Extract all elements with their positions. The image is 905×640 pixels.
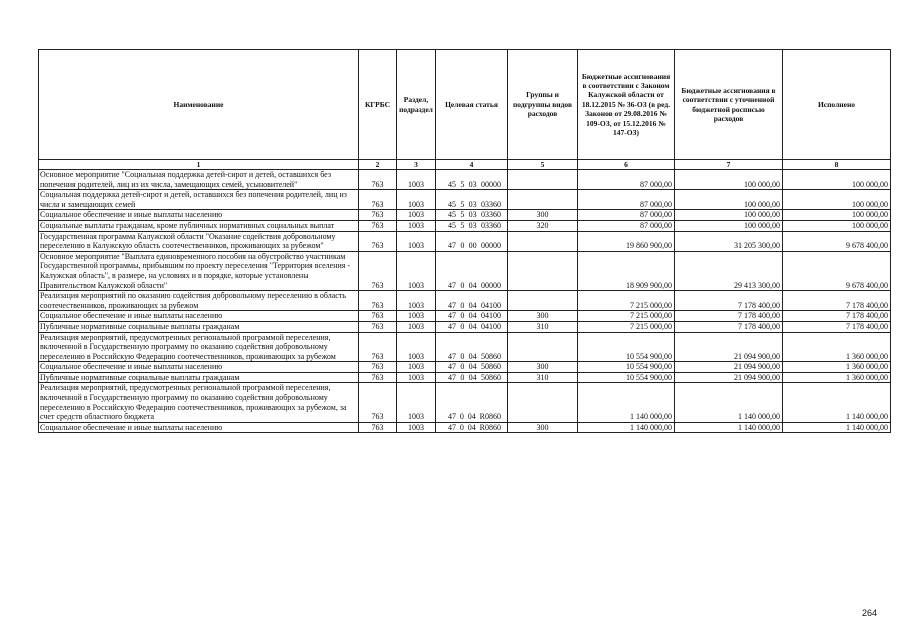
row-name: Социальное обеспечение и иные выплаты населению [39, 311, 359, 322]
row-executed: 9 678 400,00 [783, 251, 891, 290]
row-budget-refined: 7 178 400,00 [675, 311, 783, 322]
row-name: Социальное обеспечение и иные выплаты населению [39, 210, 359, 221]
row-expense-group: 300 [508, 422, 578, 433]
target-article-part: 0 [460, 280, 465, 290]
row-budget-law: 7 215 000,00 [578, 321, 675, 332]
row-name: Реализация мероприятий, предусмотренных региональной программой переселения, включенной в Государственную программу по оказанию содействия добровольному переселению в Российскую Федерацию соотечественников, проживающих за рубежом, за счет средств областного бюджета [39, 383, 359, 422]
row-razdel: 1003 [397, 332, 436, 362]
row-target-article [436, 220, 508, 231]
row-target-article [436, 362, 508, 373]
target-article-part: 47 [448, 412, 456, 422]
budget-table [38, 49, 891, 433]
header-kgrbs: КГРБС [359, 50, 397, 160]
row-executed: 100 000,00 [783, 170, 891, 190]
target-article-part: 0 [459, 422, 464, 432]
row-kgrbs: 763 [359, 332, 397, 362]
row-budget-refined: 7 178 400,00 [675, 291, 783, 311]
row-executed: 1 140 000,00 [783, 383, 891, 422]
row-kgrbs: 763 [359, 190, 397, 210]
row-budget-law: 18 909 900,00 [578, 251, 675, 290]
row-executed: 1 360 000,00 [783, 372, 891, 383]
target-article-part: 04100 [480, 311, 501, 321]
row-razdel: 1003 [397, 190, 436, 210]
target-article-part: 47 [448, 351, 456, 361]
row-executed: 100 000,00 [783, 210, 891, 221]
row-budget-law: 10 554 900,00 [578, 332, 675, 362]
row-budget-law: 87 000,00 [578, 170, 675, 190]
header-name: Наименование [39, 50, 359, 160]
table-row [39, 251, 891, 290]
header-groups: Группы и подгруппы видов расходов [508, 50, 578, 160]
target-article-part: R0860 [479, 422, 501, 432]
row-expense-group [508, 231, 578, 251]
row-budget-law: 10 554 900,00 [578, 372, 675, 383]
row-expense-group: 320 [508, 220, 578, 231]
row-executed: 1 140 000,00 [783, 422, 891, 433]
target-article-part: 03 [468, 199, 477, 209]
target-article-part: 47 [448, 362, 456, 372]
row-kgrbs: 763 [359, 383, 397, 422]
row-target-article [436, 321, 508, 332]
row-target-article [436, 383, 508, 422]
target-article-part: 5 [460, 210, 465, 220]
row-budget-refined: 21 094 900,00 [675, 362, 783, 373]
table-row [39, 170, 891, 190]
row-name: Социальное обеспечение и иные выплаты населению [39, 362, 359, 373]
target-article-part: 00000 [480, 179, 501, 189]
row-name: Основное мероприятие "Социальная поддержка детей-сирот и детей, оставшихся без попечения родителей, лиц из их числа, замещающих семей, усыновителей" [39, 170, 359, 190]
row-razdel: 1003 [397, 291, 436, 311]
row-target-article [436, 210, 508, 221]
row-expense-group [508, 170, 578, 190]
row-expense-group [508, 383, 578, 422]
column-number: 1 [39, 160, 359, 170]
row-razdel: 1003 [397, 210, 436, 221]
row-target-article [436, 291, 508, 311]
row-budget-law: 87 000,00 [578, 210, 675, 221]
row-razdel: 1003 [397, 251, 436, 290]
row-kgrbs: 763 [359, 321, 397, 332]
target-article-part: 0 [460, 241, 465, 251]
row-name: Реализация мероприятий по оказанию содействия добровольному переселению в область соотечественников, проживающих за рубежом [39, 291, 359, 311]
row-target-article [436, 190, 508, 210]
row-target-article [436, 251, 508, 290]
row-name: Основное мероприятие "Выплата единовременного пособия на обустройство участникам Государственной программы, прибывшим по проекту переселения "Территория вселения - Калужская область", в размере, на условиях и в порядке, которые установлены Правительством Калужской области" [39, 251, 359, 290]
row-target-article [436, 311, 508, 322]
row-budget-law: 87 000,00 [578, 190, 675, 210]
row-kgrbs: 763 [359, 311, 397, 322]
row-name: Реализация мероприятий, предусмотренных региональной программой переселения, включенной в Государственную программу по оказанию содействия добровольному переселению в Российскую Федерацию соотечественников, проживающих за рубежом [39, 332, 359, 362]
row-budget-law: 87 000,00 [578, 220, 675, 231]
row-kgrbs: 763 [359, 210, 397, 221]
target-article-part: 45 [448, 199, 456, 209]
row-target-article [436, 231, 508, 251]
row-target-article [436, 372, 508, 383]
row-expense-group [508, 291, 578, 311]
target-article-part: 47 [448, 241, 456, 251]
target-article-part: 04 [468, 280, 477, 290]
target-article-part: 47 [448, 300, 456, 310]
target-article-part: 03 [468, 210, 477, 220]
page-number: 264 [862, 608, 878, 618]
row-budget-refined: 100 000,00 [675, 170, 783, 190]
table-row [39, 422, 891, 433]
target-article-part: 04 [468, 372, 477, 382]
row-budget-refined: 21 094 900,00 [675, 372, 783, 383]
target-article-part: 47 [448, 372, 456, 382]
row-executed: 100 000,00 [783, 220, 891, 231]
table-row [39, 362, 891, 373]
target-article-part: 50860 [480, 351, 501, 361]
column-number: 2 [359, 160, 397, 170]
target-article-part: 5 [460, 199, 465, 209]
row-expense-group: 300 [508, 210, 578, 221]
target-article-part: 04 [467, 422, 476, 432]
column-number-row [39, 160, 891, 170]
column-number: 5 [508, 160, 578, 170]
row-budget-refined: 100 000,00 [675, 190, 783, 210]
row-target-article [436, 332, 508, 362]
column-number: 8 [783, 160, 891, 170]
target-article-part: 03 [468, 220, 477, 230]
row-razdel: 1003 [397, 231, 436, 251]
row-name: Социальная поддержка детей-сирот и детей, оставшихся без попечения родителей, лиц из числа и замещающих семей [39, 190, 359, 210]
row-razdel: 1003 [397, 422, 436, 433]
row-expense-group: 310 [508, 321, 578, 332]
row-name: Социальное обеспечение и иные выплаты населению [39, 422, 359, 433]
row-budget-law: 1 140 000,00 [578, 383, 675, 422]
row-expense-group: 310 [508, 372, 578, 383]
header-executed: Исполнено [783, 50, 891, 160]
row-executed: 9 678 400,00 [783, 231, 891, 251]
target-article-part: 0 [459, 412, 464, 422]
table-row [39, 220, 891, 231]
target-article-part: R0860 [479, 412, 501, 422]
row-razdel: 1003 [397, 362, 436, 373]
header-budget-law: Бюджетные ассигнования в соответствии с Законом Калужской области от 18.12.2015 № 36-ОЗ (в ред. Законов от 29.08.2016 № 109-ОЗ, от 15.12.2016 № 147-ОЗ) [578, 50, 675, 160]
row-kgrbs: 763 [359, 170, 397, 190]
target-article-part: 00000 [480, 241, 501, 251]
header-razdel: Раздел, подраздел [397, 50, 436, 160]
row-kgrbs: 763 [359, 220, 397, 231]
table-row [39, 372, 891, 383]
target-article-part: 04 [467, 412, 476, 422]
table-body [39, 170, 891, 433]
row-expense-group [508, 251, 578, 290]
row-name: Государственная программа Калужской области "Оказание содействия добровольному переселению в Калужскую область соотечественников, проживающих за рубежом" [39, 231, 359, 251]
row-budget-refined: 100 000,00 [675, 210, 783, 221]
target-article-part: 04100 [480, 321, 501, 331]
column-number: 4 [436, 160, 508, 170]
row-budget-refined: 21 094 900,00 [675, 332, 783, 362]
table-row [39, 311, 891, 322]
header-budget-refined: Бюджетные ассигнования в соответствии с уточненной бюджетной росписью расходов [675, 50, 783, 160]
row-kgrbs: 763 [359, 231, 397, 251]
target-article-part: 0 [460, 372, 465, 382]
row-kgrbs: 763 [359, 422, 397, 433]
table-row [39, 321, 891, 332]
row-kgrbs: 763 [359, 372, 397, 383]
row-expense-group: 300 [508, 311, 578, 322]
row-razdel: 1003 [397, 220, 436, 231]
row-razdel: 1003 [397, 170, 436, 190]
row-name: Публичные нормативные социальные выплаты гражданам [39, 372, 359, 383]
column-number: 6 [578, 160, 675, 170]
target-article-part: 03360 [480, 220, 501, 230]
table-row [39, 383, 891, 422]
target-article-part: 0 [460, 362, 465, 372]
row-target-article [436, 422, 508, 433]
row-executed: 7 178 400,00 [783, 311, 891, 322]
row-target-article [436, 170, 508, 190]
target-article-part: 0 [460, 300, 465, 310]
target-article-part: 47 [448, 311, 456, 321]
table-row [39, 231, 891, 251]
table-row [39, 291, 891, 311]
row-executed: 7 178 400,00 [783, 321, 891, 332]
target-article-part: 45 [448, 210, 456, 220]
target-article-part: 0 [460, 311, 465, 321]
row-budget-refined: 31 205 300,00 [675, 231, 783, 251]
row-expense-group [508, 332, 578, 362]
target-article-part: 03360 [480, 199, 501, 209]
row-budget-law: 7 215 000,00 [578, 311, 675, 322]
row-budget-refined: 29 413 300,00 [675, 251, 783, 290]
row-executed: 7 178 400,00 [783, 291, 891, 311]
row-executed: 100 000,00 [783, 190, 891, 210]
column-number: 7 [675, 160, 783, 170]
row-budget-law: 1 140 000,00 [578, 422, 675, 433]
row-budget-refined: 1 140 000,00 [675, 422, 783, 433]
table-row [39, 190, 891, 210]
target-article-part: 00 [468, 241, 477, 251]
row-name: Социальные выплаты гражданам, кроме публичных нормативных социальных выплат [39, 220, 359, 231]
row-budget-law: 7 215 000,00 [578, 291, 675, 311]
row-kgrbs: 763 [359, 362, 397, 373]
target-article-part: 04 [468, 321, 477, 331]
row-razdel: 1003 [397, 372, 436, 383]
target-article-part: 5 [460, 179, 465, 189]
row-kgrbs: 763 [359, 291, 397, 311]
target-article-part: 04 [468, 351, 477, 361]
target-article-part: 00000 [480, 280, 501, 290]
target-article-part: 0 [460, 321, 465, 331]
target-article-part: 47 [448, 422, 456, 432]
target-article-part: 0 [460, 351, 465, 361]
header-target: Целевая статья [436, 50, 508, 160]
target-article-part: 03 [468, 179, 477, 189]
target-article-part: 50860 [480, 372, 501, 382]
row-budget-law: 19 860 900,00 [578, 231, 675, 251]
target-article-part: 04 [468, 362, 477, 372]
row-razdel: 1003 [397, 383, 436, 422]
target-article-part: 04 [468, 311, 477, 321]
table-row [39, 210, 891, 221]
target-article-part: 5 [460, 220, 465, 230]
target-article-part: 45 [448, 220, 456, 230]
column-number: 3 [397, 160, 436, 170]
target-article-part: 03360 [480, 210, 501, 220]
row-budget-law: 10 554 900,00 [578, 362, 675, 373]
target-article-part: 04 [468, 300, 477, 310]
row-name: Публичные нормативные социальные выплаты гражданам [39, 321, 359, 332]
row-expense-group [508, 190, 578, 210]
target-article-part: 50860 [480, 362, 501, 372]
target-article-part: 04100 [480, 300, 501, 310]
header-row [39, 50, 891, 160]
row-kgrbs: 763 [359, 251, 397, 290]
target-article-part: 47 [448, 280, 456, 290]
row-budget-refined: 1 140 000,00 [675, 383, 783, 422]
row-razdel: 1003 [397, 311, 436, 322]
row-budget-refined: 100 000,00 [675, 220, 783, 231]
row-executed: 1 360 000,00 [783, 362, 891, 373]
table-row [39, 332, 891, 362]
row-razdel: 1003 [397, 321, 436, 332]
row-executed: 1 360 000,00 [783, 332, 891, 362]
row-budget-refined: 7 178 400,00 [675, 321, 783, 332]
row-expense-group: 300 [508, 362, 578, 373]
target-article-part: 47 [448, 321, 456, 331]
target-article-part: 45 [448, 179, 456, 189]
